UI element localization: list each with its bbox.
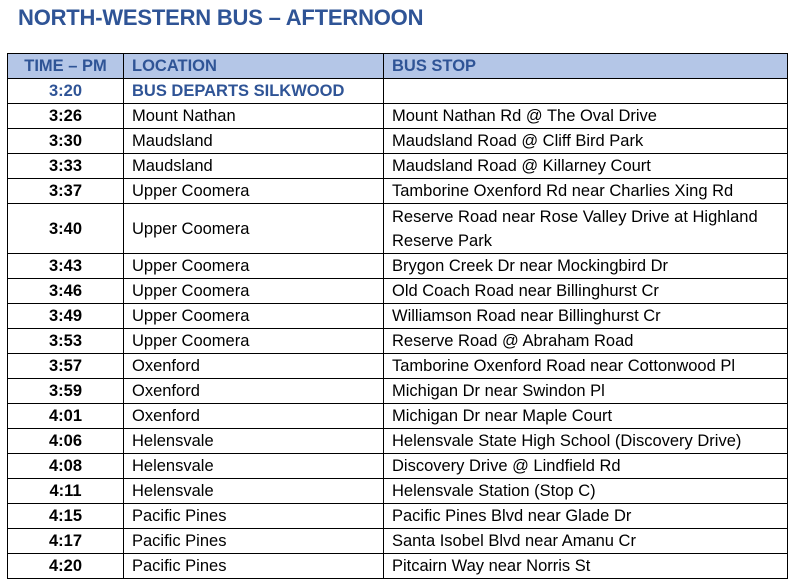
time-cell: 3:20	[8, 79, 124, 104]
location-cell: Oxenford	[124, 354, 384, 379]
column-header-location: LOCATION	[124, 54, 384, 79]
time-cell: 3:37	[8, 179, 124, 204]
bus-stop-cell: Pacific Pines Blvd near Glade Dr	[384, 504, 788, 529]
location-cell: Upper Coomera	[124, 204, 384, 254]
schedule-table	[7, 53, 788, 579]
location-cell: Upper Coomera	[124, 279, 384, 304]
header-row	[8, 54, 788, 79]
time-cell: 3:59	[8, 379, 124, 404]
bus-stop-cell: Pitcairn Way near Norris St	[384, 554, 788, 579]
table-row	[8, 154, 788, 179]
location-cell: Pacific Pines	[124, 504, 384, 529]
table-row	[8, 429, 788, 454]
location-cell: Mount Nathan	[124, 104, 384, 129]
table-row	[8, 554, 788, 579]
time-cell: 4:15	[8, 504, 124, 529]
bus-stop-cell: Santa Isobel Blvd near Amanu Cr	[384, 529, 788, 554]
bus-stop-cell: Discovery Drive @ Lindfield Rd	[384, 454, 788, 479]
time-cell: 3:49	[8, 304, 124, 329]
bus-stop-cell: Maudsland Road @ Killarney Court	[384, 154, 788, 179]
table-row	[8, 254, 788, 279]
table-row	[8, 329, 788, 354]
table-row	[8, 304, 788, 329]
time-cell: 4:01	[8, 404, 124, 429]
time-cell: 4:08	[8, 454, 124, 479]
location-cell: Upper Coomera	[124, 254, 384, 279]
bus-stop-cell: Williamson Road near Billinghurst Cr	[384, 304, 788, 329]
time-cell: 4:17	[8, 529, 124, 554]
time-cell: 4:06	[8, 429, 124, 454]
bus-stop-cell: Reserve Road near Rose Valley Drive at Highland Reserve Park	[384, 204, 788, 254]
table-row	[8, 204, 788, 254]
page-title: NORTH-WESTERN BUS – AFTERNOON	[18, 5, 424, 30]
time-cell: 3:53	[8, 329, 124, 354]
table-row	[8, 179, 788, 204]
location-cell: Upper Coomera	[124, 304, 384, 329]
time-cell: 3:57	[8, 354, 124, 379]
bus-stop-cell: Tamborine Oxenford Road near Cottonwood Pl	[384, 354, 788, 379]
location-cell: Upper Coomera	[124, 179, 384, 204]
time-cell: 3:43	[8, 254, 124, 279]
table-row	[8, 129, 788, 154]
time-cell: 4:20	[8, 554, 124, 579]
time-cell: 4:11	[8, 479, 124, 504]
time-cell: 3:33	[8, 154, 124, 179]
location-cell: Oxenford	[124, 404, 384, 429]
bus-stop-cell: Maudsland Road @ Cliff Bird Park	[384, 129, 788, 154]
bus-stop-cell: Tamborine Oxenford Rd near Charlies Xing Rd	[384, 179, 788, 204]
time-cell: 3:26	[8, 104, 124, 129]
table-row	[8, 104, 788, 129]
bus-stop-cell: Michigan Dr near Swindon Pl	[384, 379, 788, 404]
table-row	[8, 454, 788, 479]
table-row	[8, 354, 788, 379]
table-row	[8, 404, 788, 429]
bus-stop-cell: Mount Nathan Rd @ The Oval Drive	[384, 104, 788, 129]
bus-stop-cell: Michigan Dr near Maple Court	[384, 404, 788, 429]
location-cell: Oxenford	[124, 379, 384, 404]
time-cell: 3:46	[8, 279, 124, 304]
bus-stop-cell	[384, 79, 788, 104]
location-cell: Helensvale	[124, 429, 384, 454]
location-cell: BUS DEPARTS SILKWOOD	[124, 79, 384, 104]
table-row	[8, 79, 788, 104]
table-row	[8, 529, 788, 554]
location-cell: Helensvale	[124, 454, 384, 479]
time-cell: 3:30	[8, 129, 124, 154]
table-row	[8, 379, 788, 404]
location-cell: Maudsland	[124, 129, 384, 154]
column-header-bus-stop: BUS STOP	[384, 54, 788, 79]
location-cell: Pacific Pines	[124, 554, 384, 579]
bus-stop-cell: Brygon Creek Dr near Mockingbird Dr	[384, 254, 788, 279]
bus-stop-cell: Helensvale Station (Stop C)	[384, 479, 788, 504]
column-header-time: TIME – PM	[8, 54, 124, 79]
table-row	[8, 504, 788, 529]
location-cell: Helensvale	[124, 479, 384, 504]
time-cell: 3:40	[8, 204, 124, 254]
location-cell: Maudsland	[124, 154, 384, 179]
location-cell: Pacific Pines	[124, 529, 384, 554]
bus-stop-cell: Reserve Road @ Abraham Road	[384, 329, 788, 354]
table-row	[8, 279, 788, 304]
location-cell: Upper Coomera	[124, 329, 384, 354]
bus-stop-cell: Helensvale State High School (Discovery Drive)	[384, 429, 788, 454]
bus-stop-cell: Old Coach Road near Billinghurst Cr	[384, 279, 788, 304]
table-row	[8, 479, 788, 504]
